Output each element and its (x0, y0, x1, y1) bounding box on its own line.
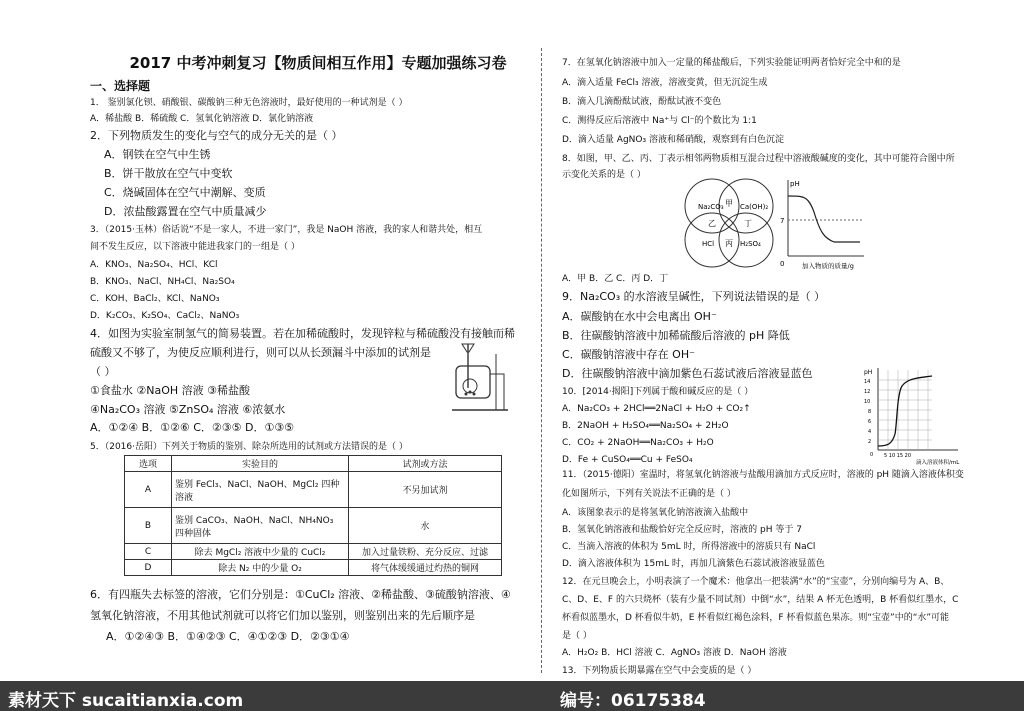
table-cell: C (125, 544, 172, 560)
q11-option-b: B．氢氧化钠溶液和盐酸恰好完全反应时，溶液的 pH 等于 7 (562, 525, 802, 535)
right-column (562, 0, 1002, 680)
q11-chart-ytick: 6 (868, 419, 872, 425)
left-column (88, 0, 520, 680)
venn-label-yi: 乙 (708, 219, 716, 228)
table-cell: D (125, 560, 172, 576)
q4-options-row2: ④Na₂CO₃ 溶液 ⑤ZnSO₄ 溶液 ⑥浓氨水 (90, 403, 286, 416)
q10-option-d: D．Fe + CuSO₄══Cu + FeSO₄ (562, 455, 693, 465)
q3-option-b: B．KNO₃、NaCl、NH₄Cl、Na₂SO₄ (90, 277, 235, 287)
q11-chart-ytick: 4 (868, 429, 872, 435)
watermark-site: 素材天下 sucaitianxia.com (8, 691, 244, 711)
q7-stem: 7．在氢氧化钠溶液中加入一定量的稀盐酸后，下列实验能证明两者恰好完全中和的是 (562, 58, 901, 68)
q11-chart-ytick: 8 (868, 409, 872, 415)
watermark-id: 编号：06175384 (560, 691, 706, 711)
table-row (125, 508, 502, 544)
q4-answer-options: A．①②④ B．①②⑥ C．②③⑤ D．①③⑤ (90, 421, 295, 434)
q10-option-c: C．CO₂ + 2NaOH══Na₂CO₃ + H₂O (562, 438, 714, 448)
q11-chart-ytick: 14 (864, 379, 871, 385)
q13-stem: 13．下列物质长期暴露在空气中会变质的是（ ） (562, 666, 757, 676)
section-heading: 一、选择题 (90, 79, 151, 93)
q7-option-c: C．测得反应后溶液中 Na⁺与 Cl⁻的个数比为 1:1 (562, 116, 757, 126)
table-cell: A (125, 472, 172, 508)
q9-option-d: D．往碳酸钠溶液中滴加紫色石蕊试液后溶液显蓝色 (562, 367, 813, 380)
q4-stem-line1: 4．如图为实验室制氢气的简易装置。若在加稀硫酸时，发现锌粒与稀硫酸没有接触而稀 (90, 327, 515, 340)
q2-option-c: C．烧碱固体在空气中潮解、变质 (104, 186, 266, 199)
ph-volume-chart-q11 (862, 364, 962, 468)
q11-chart-xticks: 5 10 15 20 (884, 453, 912, 459)
q5-stem: 5．（2016·岳阳）下列关于物质的鉴别、除杂所选用的试剂或方法错误的是（ ） (90, 442, 408, 452)
q5-table (124, 455, 502, 576)
q1-options: A．稀盐酸 B．稀硫酸 C．氢氧化钠溶液 D．氯化钠溶液 (90, 114, 314, 124)
q2-option-b: B．饼干散放在空气中变软 (104, 167, 233, 180)
q3-stem-line1: 3．（2015·玉林）俗话说“不是一家人，不进一家门”，我是 NaOH 溶液，我的家人和谐共处，相互 (90, 225, 483, 235)
q11-stem-line1: 11．（2015·德阳）室温时，将氢氧化钠溶液与盐酸用滴加方式反应时，溶液的 pH 随滴入溶液体积变 (562, 470, 964, 480)
table-cell: 鉴别 FeCl₃、NaCl、NaOH、MgCl₂ 四种溶液 (172, 472, 349, 508)
venn-label-caoh2: Ca(OH)₂ (740, 203, 769, 211)
q8-stem-line2: 示变化关系的是（ ） (562, 170, 646, 180)
q2-option-d: D．浓盐酸露置在空气中质量减少 (104, 205, 267, 218)
q2-stem: 2．下列物质发生的变化与空气的成分无关的是（ ） (90, 129, 343, 142)
q3-stem-line2: 间不发生反应，以下溶液中能进我家门的一组是（ ） (90, 242, 300, 252)
q10-option-a: A．Na₂CO₃ + 2HCl══2NaCl + H₂O + CO₂↑ (562, 404, 751, 414)
table-header: 选项 (125, 456, 172, 472)
q9-option-a: A．碳酸钠在水中会电离出 OH⁻ (562, 310, 717, 323)
q3-option-a: A．KNO₃、Na₂SO₄、HCl、KCl (90, 260, 218, 270)
ph-curve-chart-q8 (774, 176, 870, 282)
column-divider (541, 48, 542, 673)
q11-option-c: C．当滴入溶液的体积为 5mL 时，所得溶液中的溶质只有 NaCl (562, 542, 816, 552)
q11-chart-origin: 0 (870, 452, 874, 458)
table-header: 试剂或方法 (349, 456, 502, 472)
q2-option-a: A．钢铁在空气中生锈 (104, 148, 211, 161)
table-header: 实验目的 (172, 456, 349, 472)
q11-option-a: A．该图象表示的是将氢氧化钠溶液滴入盐酸中 (562, 508, 749, 518)
q11-chart-ylabel: pH (864, 369, 873, 376)
venn-label-ding: 丁 (744, 219, 752, 228)
q4-options-row1: ①食盐水 ②NaOH 溶液 ③稀盐酸 (90, 384, 250, 397)
q12-stem-line4: 是（ ） (562, 631, 592, 641)
q10-option-b: B．2NaOH + H₂SO₄══Na₂SO₄ + 2H₂O (562, 421, 729, 431)
q11-chart-ytick: 2 (868, 439, 872, 445)
q12-answer-options: A．H₂O₂ B．HCl 溶液 C．AgNO₃ 溶液 D．NaOH 溶液 (562, 648, 787, 658)
watermark-footer (0, 681, 1024, 711)
table-cell: 水 (349, 508, 502, 544)
hydrogen-apparatus-figure (448, 340, 512, 416)
table-row (125, 472, 502, 508)
q9-option-c: C．碳酸钠溶液中存在 OH⁻ (562, 348, 695, 361)
q11-chart-xlabel: 滴入溶液体积/mL (916, 460, 960, 466)
q11-chart-ytick: 12 (864, 389, 871, 395)
table-cell: B (125, 508, 172, 544)
q12-stem-line3: 杯看似蓝墨水，D 杯看似牛奶，E 杯看似红褐色涂料，F 杯看似蓝色果冻。则“宝壶”中的“水”可能 (562, 613, 950, 623)
q11-stem-line2: 化如图所示，下列有关说法不正确的是（ ） (562, 489, 736, 499)
q7-option-a: A．滴入适量 FeCl₃ 溶液，溶液变黄，但无沉淀生成 (562, 78, 768, 88)
table-row (125, 544, 502, 560)
venn-diagram (682, 176, 776, 272)
q9-option-b: B．往碳酸钠溶液中加稀硫酸后溶液的 pH 降低 (562, 329, 790, 342)
q3-option-d: D．K₂CO₃、K₂SO₄、CaCl₂、NaNO₃ (90, 311, 240, 321)
venn-label-h2so4: H₂SO₄ (740, 240, 761, 248)
page-title: 2017 中考冲刺复习【物质间相互作用】专题加强练习卷 (129, 54, 507, 72)
q10-stem: 10．[2014·揭阳]下列属于酸和碱反应的是（ ） (562, 387, 754, 397)
venn-label-jia: 甲 (725, 199, 733, 208)
q9-stem: 9．Na₂CO₃ 的水溶液呈碱性，下列说法错误的是（ ） (562, 290, 826, 303)
q1-stem: 1． 鉴别氯化钡、硝酸银、碳酸钠三种无色溶液时，最好使用的一种试剂是（ ） (90, 98, 408, 108)
table-cell: 将气体缓缓通过灼热的铜网 (349, 560, 502, 576)
q4-stem-line3: （ ） (90, 365, 116, 378)
table-cell: 除去 MgCl₂ 溶液中少量的 CuCl₂ (172, 544, 349, 560)
q8-chart-ylabel: pH (790, 180, 800, 188)
table-header-row (125, 456, 502, 472)
table-cell: 加入过量铁粉、充分反应、过滤 (349, 544, 502, 560)
q6-stem-line2: 氢氧化钠溶液，不用其他试剂就可以将它们加以鉴别，则鉴别出来的先后顺序是 (90, 609, 475, 622)
table-cell: 鉴别 CaCO₃、NaOH、NaCl、NH₄NO₃ 四种固体 (172, 508, 349, 544)
venn-label-bing: 丙 (725, 239, 733, 248)
q7-option-b: B．滴入几滴酚酞试液，酚酞试液不变色 (562, 97, 722, 107)
q7-option-d: D．滴入适量 AgNO₃ 溶液和稀硝酸，观察到有白色沉淀 (562, 135, 784, 145)
q6-stem-line1: 6．有四瓶失去标签的溶液，它们分别是：①CuCl₂ 溶液、②稀盐酸、③硫酸钠溶液、④ (90, 588, 511, 601)
q12-stem-line1: 12．在元旦晚会上，小明表演了一个魔术：他拿出一把装满“水”的“宝壶”，分别向编号为 A、B、 (562, 577, 950, 587)
q12-stem-line2: C、D、E、F 的六只烧杯（装有少量不同试剂）中倒“水”，结果 A 杯无色透明，B 杯看似红墨水，C (562, 595, 959, 605)
venn-label-hcl: HCl (702, 240, 715, 248)
table-cell: 除去 N₂ 中的少量 O₂ (172, 560, 349, 576)
q8-stem-line1: 8．如图，甲、乙、丙、丁表示相邻两物质相互混合过程中溶液酸碱度的变化，其中可能符合图中所 (562, 154, 955, 164)
table-row (125, 560, 502, 576)
q3-option-c: C．KOH、BaCl₂、KCl、NaNO₃ (90, 294, 220, 304)
q8-chart-origin: 0 (780, 260, 785, 268)
q11-option-d: D．滴入溶液体积为 15mL 时，再加几滴紫色石蕊试液溶液显蓝色 (562, 559, 825, 569)
q11-chart-ytick: 10 (864, 399, 871, 405)
table-cell: 不另加试剂 (349, 472, 502, 508)
venn-label-na2co3: Na₂CO₃ (698, 203, 724, 211)
q8-chart-xlabel: 加入物质的质量/g (802, 262, 854, 270)
q8-chart-ref-7: 7 (780, 217, 785, 225)
q4-stem-line2: 硫酸又不够了，为使反应顺利进行，则可以从长颈漏斗中添加的试剂是 (90, 346, 431, 359)
q6-answer-options: A．①②④③ B．①④②③ C．④①②③ D．②③①④ (106, 630, 350, 643)
q8-answer-options: A．甲 B．乙 C．丙 D．丁 (562, 274, 669, 284)
